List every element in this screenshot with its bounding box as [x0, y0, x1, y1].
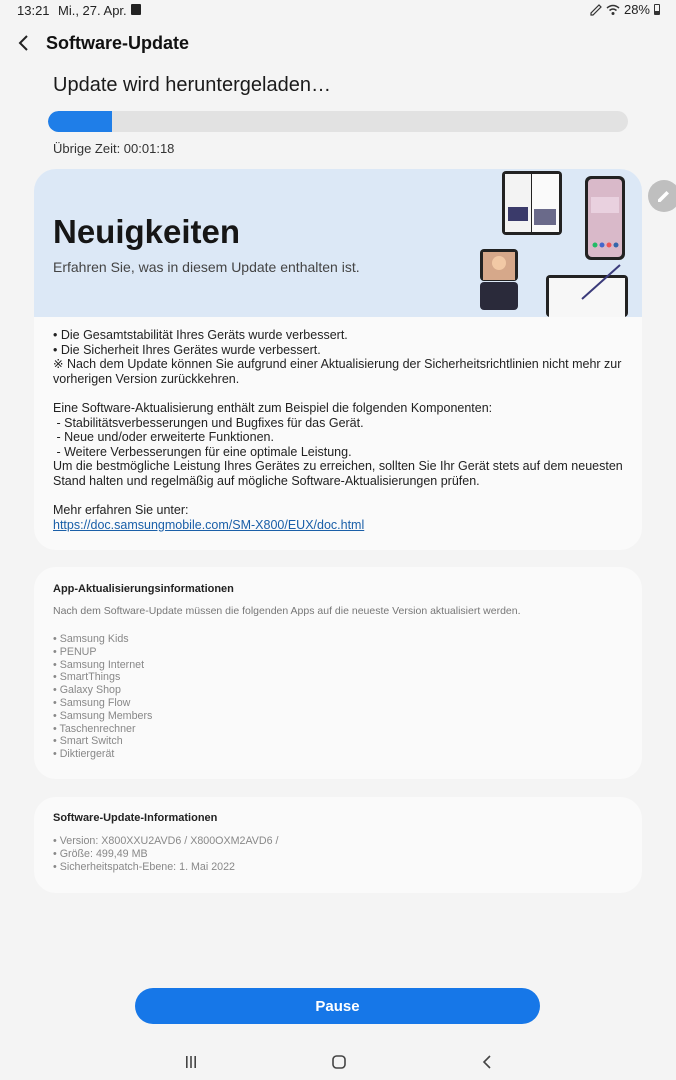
remaining-time: Übrige Zeit: 00:01:18 [53, 141, 175, 156]
list-item: • Samsung Internet [53, 658, 145, 671]
news-line: Um die bestmögliche Leistung Ihres Gerätes zu erreichen, sollten Sie Ihr Gerät stets auf dem neuesten [53, 459, 623, 474]
list-item: • Version: X800XXU2AVD6 / X800OXM2AVD6 / [53, 835, 279, 847]
pencil-icon [656, 188, 672, 204]
recents-icon [184, 1055, 198, 1069]
list-item: • Taschenrechner [53, 722, 136, 735]
chevron-left-icon [17, 34, 29, 52]
list-item: • SmartThings [53, 671, 121, 684]
list-item: • Samsung Members [53, 709, 153, 722]
back-button[interactable] [12, 32, 34, 54]
news-line: - Weitere Verbesserungen für eine optimale Leistung. [53, 444, 352, 459]
home-button[interactable] [327, 1052, 351, 1072]
wifi-icon [606, 4, 620, 16]
battery-icon [654, 4, 660, 15]
devices-illustration [474, 169, 642, 317]
app-info-description: Nach dem Software-Update müssen die folgenden Apps auf die neueste Version aktualisiert werden. [53, 605, 521, 617]
list-item: • Sicherheitspatch-Ebene: 1. Mai 2022 [53, 860, 235, 873]
doc-link[interactable]: https://doc.samsungmobile.com/SM-X800/EUX/doc.html [53, 517, 365, 532]
news-card [34, 169, 642, 550]
news-line: ※ Nach dem Update können Sie aufgrund einer Aktualisierung der Sicherheitsrichtlinien nicht mehr zur [53, 357, 622, 372]
progress-fill [48, 111, 112, 132]
news-spacer [53, 386, 628, 401]
nav-back-button[interactable] [475, 1052, 499, 1072]
list-item: • Größe: 499,49 MB [53, 847, 148, 860]
news-line: • Die Sicherheit Ihres Gerätes wurde verbessert. [53, 342, 321, 357]
list-item: • Samsung Kids [53, 633, 129, 645]
download-status-title: Update wird heruntergeladen… [53, 74, 331, 96]
pen-icon [590, 4, 602, 16]
news-line: - Stabilitätsverbesserungen und Bugfixes für das Gerät. [53, 415, 364, 430]
list-item: • PENUP [53, 645, 97, 658]
news-line: Eine Software-Aktualisierung enthält zum Beispiel die folgenden Komponenten: [53, 400, 493, 415]
recents-button[interactable] [179, 1052, 203, 1072]
home-icon [331, 1054, 347, 1070]
status-right [590, 2, 660, 17]
list-item: • Galaxy Shop [53, 684, 121, 697]
app-info-heading: App-Aktualisierungsinformationen [53, 583, 234, 595]
status-date: Mi., 27. Apr. [58, 3, 127, 18]
app-update-info-card [34, 567, 642, 779]
status-bar [0, 0, 676, 22]
list-item: • Samsung Flow [53, 696, 131, 709]
news-banner [34, 169, 642, 317]
pause-button[interactable]: Pause [135, 988, 540, 1024]
software-update-info-card [34, 797, 642, 893]
news-line: Stand halten und regelmäßig auf mögliche Software-Aktualisierungen prüfen. [53, 473, 480, 488]
news-subtitle: Erfahren Sie, was in diesem Update enthalten ist. [53, 259, 360, 275]
edit-floating-button[interactable] [648, 180, 676, 212]
status-time: 13:21 [17, 3, 50, 18]
news-spacer [53, 489, 628, 504]
navigation-bar [0, 1044, 676, 1080]
news-body [53, 328, 628, 532]
page-title: Software-Update [46, 33, 190, 53]
news-line: vorherigen Version zurückkehren. [53, 371, 240, 386]
app-list [53, 633, 152, 761]
news-line: • Die Gesamtstabilität Ihres Geräts wurde verbessert. [53, 328, 348, 342]
app-header [0, 26, 676, 62]
back-icon [482, 1055, 492, 1069]
list-item: • Smart Switch [53, 735, 123, 748]
news-line: Mehr erfahren Sie unter: [53, 503, 189, 518]
update-info-heading: Software-Update-Informationen [53, 812, 218, 824]
battery-percent: 28% [623, 2, 650, 17]
update-info-list [53, 835, 279, 873]
news-title: Neuigkeiten [53, 213, 241, 250]
news-line: - Neue und/oder erweiterte Funktionen. [53, 430, 274, 445]
download-progress-bar [48, 111, 628, 132]
list-item: • Diktiergerät [53, 748, 115, 761]
notification-icon [131, 4, 141, 15]
